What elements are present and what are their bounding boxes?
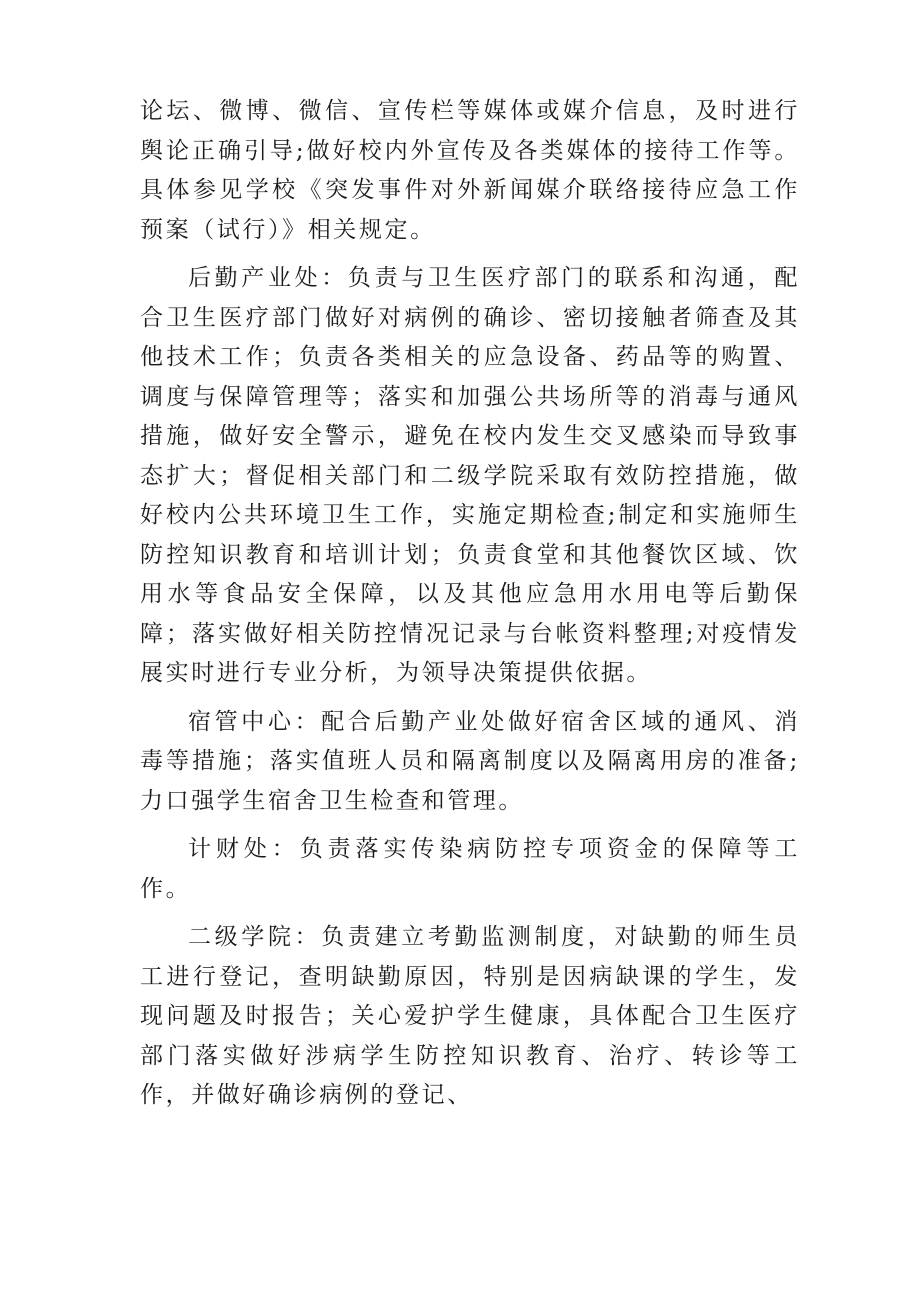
document-page xyxy=(140,92,800,1125)
paragraph-secondary-college: 二级学院：负责建立考勤监测制度，对缺勤的师生员工进行登记，查明缺勤原因，特别是因病缺课的学生，发现问题及时报告；关心爱护学生健康，具体配合卫生医疗部门落实做好涉病学生防控知识教育、治疗、转诊等工作，并做好确诊病例的登记、 xyxy=(140,924,800,1108)
paragraph-dormitory-center: 宿管中心：配合后勤产业处做好宿舍区域的通风、消毒等措施；落实值班人员和隔离制度以及隔离用房的准备;力口强学生宿舍卫生检查和管理。 xyxy=(140,708,800,814)
paragraph-logistics-department: 后勤产业处：负责与卫生医疗部门的联系和沟通，配合卫生医疗部门做好对病例的确诊、密切接触者筛查及其他技术工作；负责各类相关的应急设备、药品等的购置、调度与保障管理等；落实和加强公共场所等的消毒与通风措施，做好安全警示，避免在校内发生交叉感染而导致事态扩大；督促相关部门和二级学院采取有效防控措施，做好校内公共环境卫生工作，实施定期检查;制定和实施师生防控知识教育和培训计划；负责食堂和其他餐饮区域、饮用水等食品安全保障，以及其他应急用水用电等后勤保障；落实做好相关防控情况记录与台帐资料整理;对疫情发展实时进行专业分析，为领导决策提供依据。 xyxy=(140,265,800,686)
paragraph-continued: 论坛、微博、微信、宣传栏等媒体或媒介信息，及时进行舆论正确引导;做好校内外宣传及各类媒体的接待工作等。具体参见学校《突发事件对外新闻媒介联络接待应急工作预案（试行）》相关规定。 xyxy=(140,98,800,243)
paragraph-finance-department: 计财处：负责落实传染病防控专项资金的保障等工作。 xyxy=(140,836,800,902)
